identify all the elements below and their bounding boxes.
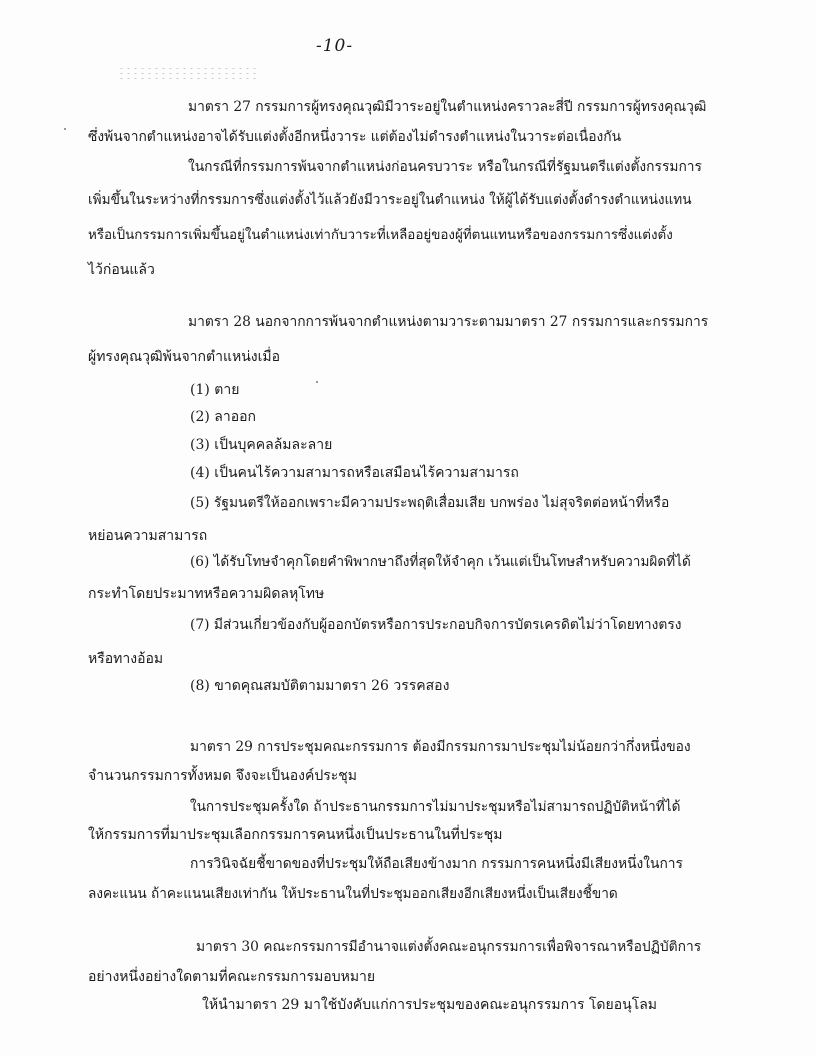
- section-30-line-2: อย่างหนึ่งอย่างใดตามที่คณะกรรมการมอบหมาย: [88, 969, 376, 985]
- section-29-line-2: จำนวนกรรมการทั้งหมด จึงจะเป็นองค์ประชุม: [88, 768, 358, 784]
- section-28-item-3: (3) เป็นบุคคลล้มละลาย: [190, 437, 333, 453]
- section-30-line-3: ให้นำมาตรา 29 มาใช้บังคับแก่การประชุมของคณะอนุกรรมการ โดยอนุโลม: [202, 997, 658, 1013]
- section-27-line-2: ซึ่งพ้นจากตำแหน่งอาจได้รับแต่งตั้งอีกหนึ่งวาระ แต่ต้องไม่ดำรงตำแหน่งในวาระต่อเนื่องกัน: [88, 129, 622, 145]
- scan-noise-mark: [118, 66, 258, 80]
- section-28-item-2: (2) ลาออก: [190, 409, 257, 425]
- page-number: -10-: [316, 36, 354, 56]
- section-28-item-4: (4) เป็นคนไร้ความสามารถหรือเสมือนไร้ความสามารถ: [190, 465, 519, 481]
- section-28-item-7: (7) มีส่วนเกี่ยวข้องกับผู้ออกบัตรหรือการประกอบกิจการบัตรเครดิตไม่ว่าโดยทางตรง: [190, 617, 682, 633]
- section-28-line-1: มาตรา 28 นอกจากการพ้นจากตำแหน่งตามวาระตามมาตรา 27 กรรมการและกรรมการ: [188, 314, 709, 330]
- section-28-item-6-cont: กระทำโดยประมาทหรือความผิดลหุโทษ: [88, 586, 325, 602]
- section-29-line-6: ลงคะแนน ถ้าคะแนนเสียงเท่ากัน ให้ประธานในที่ประชุมออกเสียงอีกเสียงหนึ่งเป็นเสียงชี้ขาด: [88, 886, 618, 902]
- section-29-line-5: การวินิจฉัยชี้ขาดของที่ประชุมให้ถือเสียงข้างมาก กรรมการคนหนึ่งมีเสียงหนึ่งในการ: [190, 856, 683, 872]
- section-29-line-4: ให้กรรมการที่มาประชุมเลือกกรรมการคนหนึ่งเป็นประธานในที่ประชุม: [88, 827, 503, 843]
- section-28-item-5-cont: หย่อนความสามารถ: [88, 528, 208, 544]
- section-28-item-1: (1) ตาย: [190, 382, 240, 398]
- section-27-line-4: เพิ่มขึ้นในระหว่างที่กรรมการซึ่งแต่งตั้งไว้แล้วยังมีวาระอยู่ในตำแหน่ง ให้ผู้ได้รับแต่งตั้งดำรงตำแหน่งแทน: [88, 192, 692, 208]
- section-27-line-5: หรือเป็นกรรมการเพิ่มขึ้นอยู่ในตำแหน่งเท่ากับวาระที่เหลืออยู่ของผู้ที่ตนแทนหรือของกรรมการซึ่งแต่งตั้ง: [88, 228, 673, 243]
- section-30-line-1: มาตรา 30 คณะกรรมการมีอำนาจแต่งตั้งคณะอนุกรรมการเพื่อพิจารณาหรือปฏิบัติการ: [196, 939, 702, 955]
- section-28-item-5: (5) รัฐมนตรีให้ออกเพราะมีความประพฤติเสื่อมเสีย บกพร่อง ไม่สุจริตต่อหน้าที่หรือ: [190, 495, 670, 511]
- section-28-line-2: ผู้ทรงคุณวุฒิพ้นจากตำแหน่งเมื่อ: [88, 349, 281, 365]
- scan-speck: [64, 128, 66, 130]
- section-29-line-3: ในการประชุมครั้งใด ถ้าประธานกรรมการไม่มาประชุมหรือไม่สามารถปฏิบัติหน้าที่ได้: [190, 799, 681, 815]
- section-27-line-1: มาตรา 27 กรรมการผู้ทรงคุณวุฒิมีวาระอยู่ในตำแหน่งคราวละสี่ปี กรรมการผู้ทรงคุณวุฒิ: [188, 99, 707, 115]
- scan-speck: [316, 381, 318, 383]
- section-27-line-6: ไว้ก่อนแล้ว: [88, 262, 155, 278]
- section-28-item-8: (8) ขาดคุณสมบัติตามมาตรา 26 วรรคสอง: [190, 678, 450, 694]
- section-28-item-6: (6) ได้รับโทษจำคุกโดยคำพิพากษาถึงที่สุดให้จำคุก เว้นแต่เป็นโทษสำหรับความผิดที่ได้: [190, 554, 691, 570]
- section-29-line-1: มาตรา 29 การประชุมคณะกรรมการ ต้องมีกรรมการมาประชุมไม่น้อยกว่ากึ่งหนึ่งของ: [190, 739, 691, 755]
- section-28-item-7-cont: หรือทางอ้อม: [88, 651, 164, 667]
- section-27-line-3: ในกรณีที่กรรมการพ้นจากตำแหน่งก่อนครบวาระ หรือในกรณีที่รัฐมนตรีแต่งตั้งกรรมการ: [188, 159, 702, 175]
